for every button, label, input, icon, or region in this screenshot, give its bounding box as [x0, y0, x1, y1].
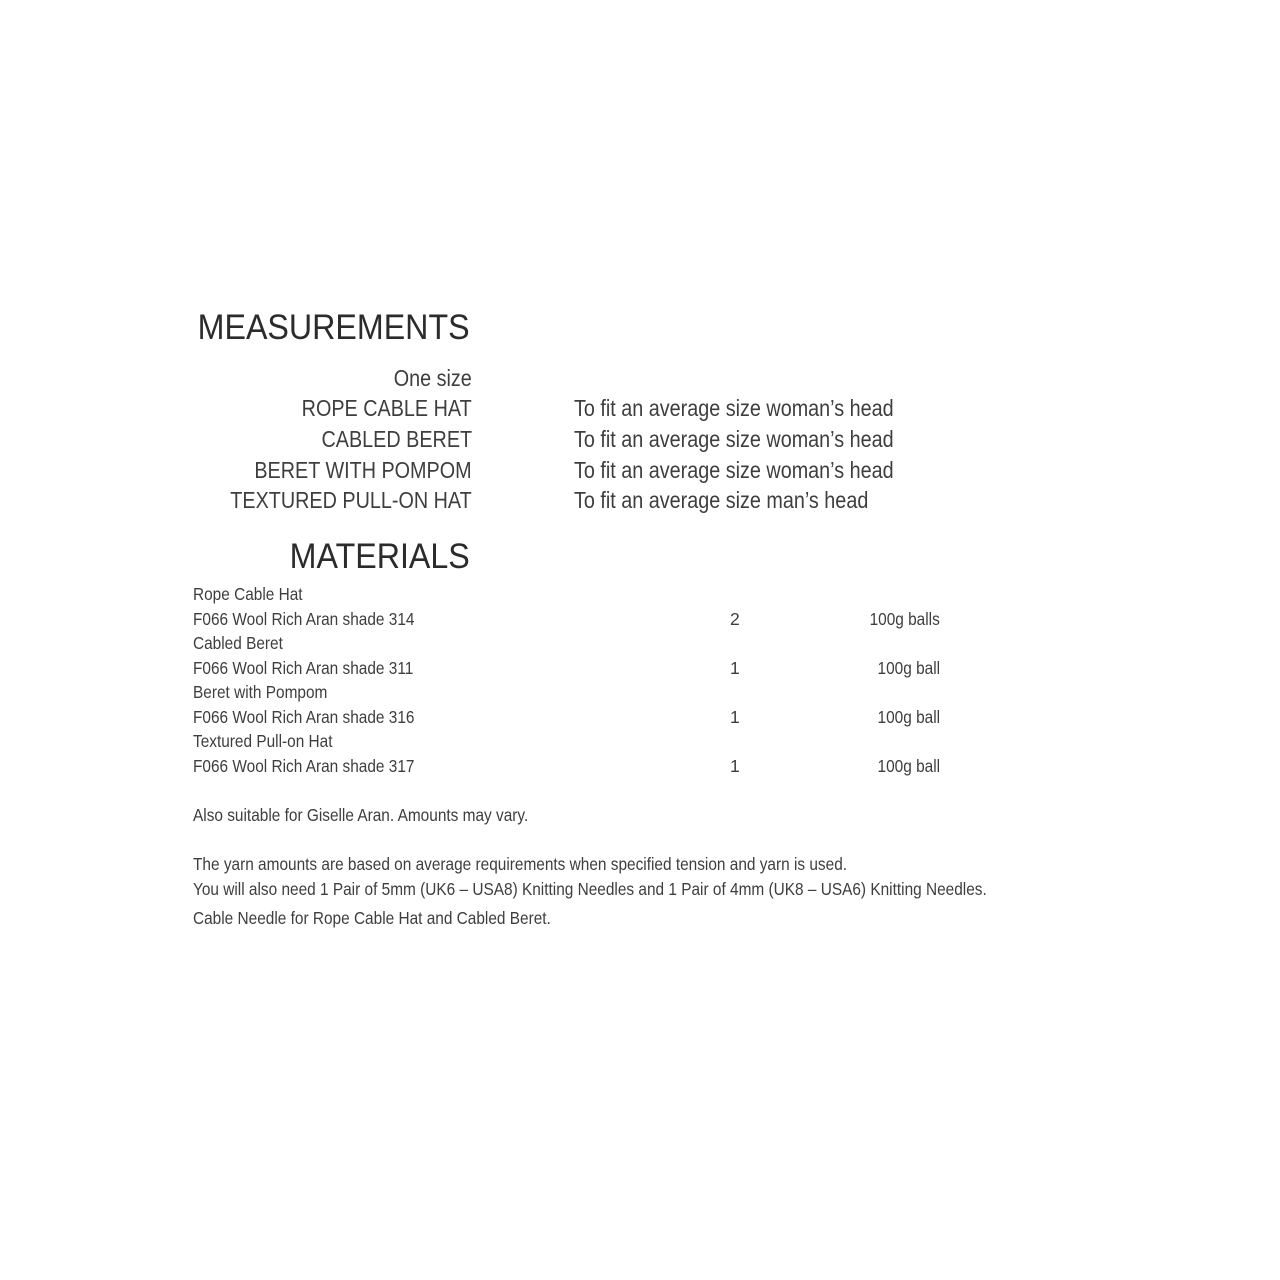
measurement-label-cabled-beret: CABLED BERET: [321, 426, 472, 452]
material-item-unit: 100g ball: [877, 658, 940, 678]
measurement-label-beret-with-pompom: BERET WITH POMPOM: [254, 457, 472, 483]
measurements-heading: MEASUREMENTS: [198, 308, 470, 347]
measurement-value-textured-pull-on-hat: To fit an average size man’s head: [574, 487, 869, 513]
material-item-yarn: F066 Wool Rich Aran shade 317: [193, 756, 415, 776]
material-item-unit: 100g ball: [877, 707, 940, 727]
measurement-value-beret-with-pompom: To fit an average size woman’s head: [574, 457, 894, 483]
material-item-qty: 1: [730, 658, 740, 678]
material-item-yarn: F066 Wool Rich Aran shade 311: [193, 658, 414, 678]
measurement-label-textured-pull-on-hat: TEXTURED PULL-ON HAT: [230, 487, 472, 513]
measurement-value-rope-cable-hat: To fit an average size woman’s head: [574, 395, 894, 421]
materials-heading: MATERIALS: [289, 537, 470, 576]
note-cable-needle: Cable Needle for Rope Cable Hat and Cabled Beret.: [193, 908, 551, 928]
material-item-yarn: F066 Wool Rich Aran shade 316: [193, 707, 415, 727]
note-suitable: Also suitable for Giselle Aran. Amounts may vary.: [193, 805, 529, 825]
material-item-unit: 100g balls: [869, 609, 940, 629]
note-needles: You will also need 1 Pair of 5mm (UK6 – USA8) Knitting Needles and 1 Pair of 4mm (UK8 – USA6) Knitting Needles.: [193, 879, 987, 899]
material-item-name: Rope Cable Hat: [193, 584, 303, 604]
measurement-label-one-size: One size: [393, 365, 472, 391]
material-item-name: Textured Pull-on Hat: [193, 731, 333, 751]
measurement-label-rope-cable-hat: ROPE CABLE HAT: [301, 395, 472, 421]
material-item-yarn: F066 Wool Rich Aran shade 314: [193, 609, 415, 629]
measurement-value-cabled-beret: To fit an average size woman’s head: [574, 426, 894, 452]
material-item-name: Cabled Beret: [193, 633, 283, 653]
note-yarn-amounts: The yarn amounts are based on average requirements when specified tension and yarn is used.: [193, 854, 848, 874]
material-item-unit: 100g ball: [877, 756, 940, 776]
material-item-name: Beret with Pompom: [193, 682, 328, 702]
material-item-qty: 1: [730, 707, 740, 727]
material-item-qty: 2: [730, 609, 740, 629]
material-item-qty: 1: [730, 756, 740, 776]
